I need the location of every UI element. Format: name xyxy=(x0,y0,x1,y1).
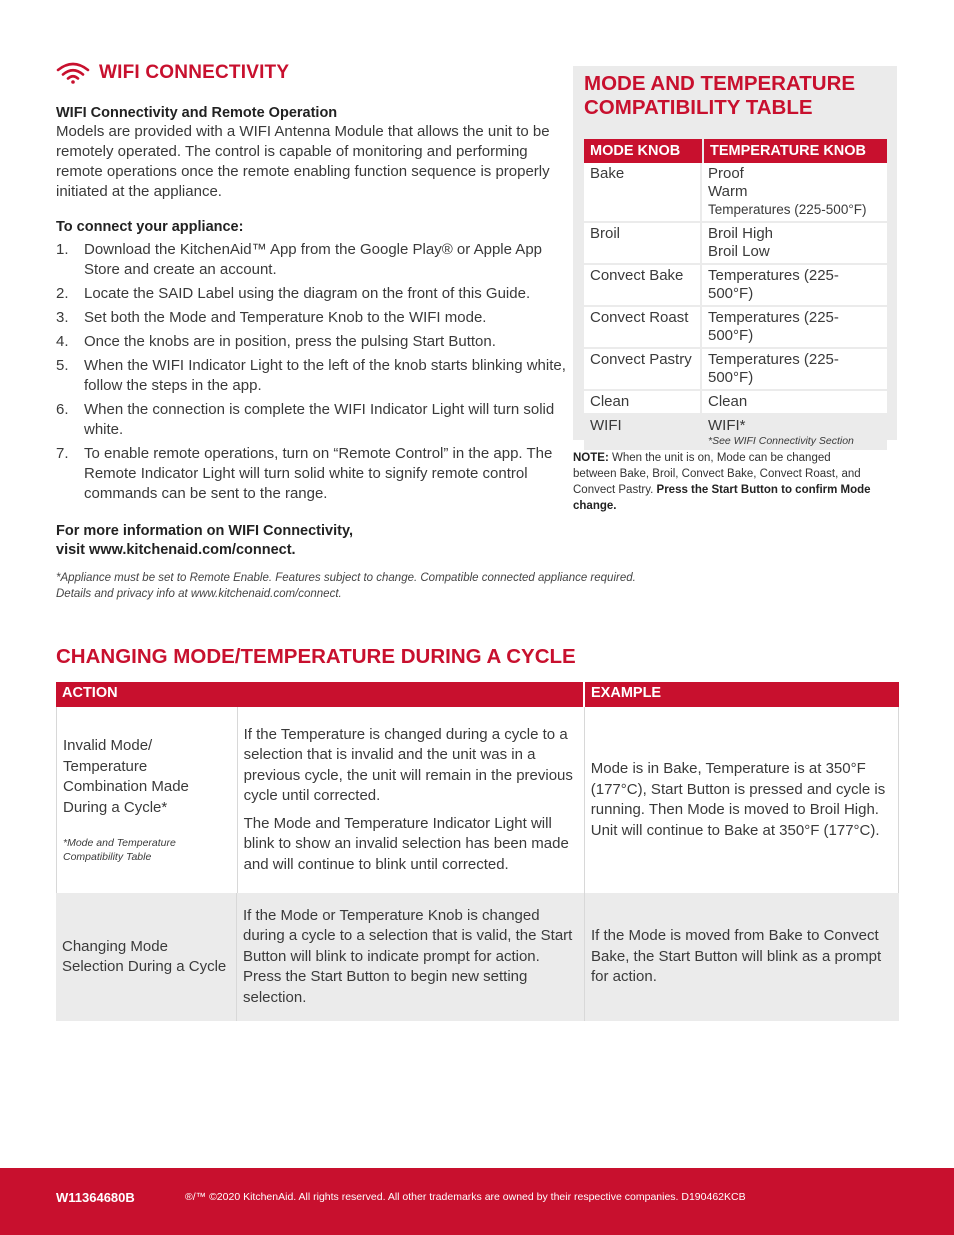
step-text: To enable remote operations, turn on “Remote Control” in the app. The Remote Indicator Light will turn solid white to signify remote control commands can be sent to the range. xyxy=(84,445,553,502)
document-number: W11364680B xyxy=(56,1190,135,1205)
temp-option: Proof xyxy=(708,165,744,182)
col-temperature-knob: TEMPERATURE KNOB xyxy=(702,139,887,163)
col-mode-knob: MODE KNOB xyxy=(584,139,702,163)
example-cell: Mode is in Bake, Temperature is at 350°F (177°C), Start Button is pressed and cycle is running. Then Mode is moved to Broil High. Unit will continue to Bake at 350°F (177°C). xyxy=(584,707,898,893)
step-text: Locate the SAID Label using the diagram on the front of this Guide. xyxy=(84,285,531,302)
action-cell xyxy=(57,707,237,893)
wifi-section-header xyxy=(56,60,566,86)
example-cell: If the Mode is moved from Bake to Convect Bake, the Start Button will blink as a prompt for action. xyxy=(584,893,899,1021)
col-example: EXAMPLE xyxy=(585,682,899,707)
wifi-section-title: WIFI CONNECTIVITY xyxy=(99,62,290,83)
table-header-row xyxy=(584,139,887,163)
mode-table-title xyxy=(584,72,886,120)
mode-title-line1: MODE AND TEMPERATURE xyxy=(584,72,856,95)
note-label: NOTE: xyxy=(573,452,609,464)
col-action: ACTION xyxy=(56,682,583,707)
temp-option: WIFI* xyxy=(708,417,746,434)
wifi-note: *See WIFI Connectivity Section xyxy=(708,435,854,447)
mode-cell: Convect Roast xyxy=(584,307,702,349)
action-text: Invalid Mode/ Temperature Combination Made During a Cycle* xyxy=(63,737,189,816)
footnote-line2: Details and privacy info at www.kitchenaid.com/connect. xyxy=(56,588,342,600)
step-item xyxy=(56,308,566,328)
table-row xyxy=(584,163,887,223)
temp-cell: Temperatures (225-500°F) xyxy=(702,349,887,391)
mode-cell: Clean xyxy=(584,391,702,415)
temp-cell: Temperatures (225-500°F) xyxy=(702,265,887,307)
action-note: *Mode and Temperature Compatibility Table xyxy=(63,837,176,863)
mode-cell: Bake xyxy=(584,163,702,223)
step-number: 4. xyxy=(56,333,69,350)
mode-cell: Convect Pastry xyxy=(584,349,702,391)
step-number: 3. xyxy=(56,309,69,326)
mode-title-line2: COMPATIBILITY TABLE xyxy=(584,96,813,119)
table-row xyxy=(584,265,887,307)
step-number: 7. xyxy=(56,445,69,462)
wifi-icon xyxy=(56,62,90,84)
wifi-subheading: WIFI Connectivity and Remote Operation xyxy=(56,105,338,121)
mode-compatibility-table xyxy=(584,139,887,450)
table-row xyxy=(584,415,887,450)
action-cell: Changing Mode Selection During a Cycle xyxy=(62,937,227,975)
step-number: 6. xyxy=(56,401,69,418)
more-info-line1: For more information on WIFI Connectivity, xyxy=(56,523,353,539)
more-info-link[interactable]: visit www.kitchenaid.com/connect. xyxy=(56,541,296,558)
table-row xyxy=(56,707,899,893)
step-item xyxy=(56,240,566,280)
description-cell: If the Mode or Temperature Knob is changed during a cycle to a selection that is valid, the Start Button will blink to indicate prompt for action. Press the Start Button to begin new setting selection. xyxy=(236,893,584,1021)
description-cell xyxy=(237,707,584,893)
temp-cell xyxy=(702,415,887,450)
remote-footnote xyxy=(56,570,776,602)
temp-option: Broil Low xyxy=(708,243,770,260)
temp-cell: Temperatures (225-500°F) xyxy=(702,307,887,349)
more-info xyxy=(56,522,566,559)
changing-mode-table xyxy=(56,682,899,1021)
wifi-section xyxy=(56,60,566,559)
temp-option: Broil High xyxy=(708,225,774,242)
step-text: Once the knobs are in position, press the pulsing Start Button. xyxy=(84,333,496,350)
changing-section-title: CHANGING MODE/TEMPERATURE DURING A CYCLE xyxy=(56,645,576,668)
table-row xyxy=(584,307,887,349)
table-row xyxy=(584,391,887,415)
step-item xyxy=(56,400,566,440)
footnote-line1: *Appliance must be set to Remote Enable. Features subject to change. Compatible connected appliance required. xyxy=(56,572,636,584)
copyright-text: ®/™ ©2020 KitchenAid. All rights reserved. All other trademarks are owned by their respective companies. D190462KCB xyxy=(185,1191,746,1203)
step-item xyxy=(56,356,566,396)
page-footer xyxy=(0,1168,954,1235)
temp-option: Temperatures (225-500°F) xyxy=(708,202,867,217)
mode-cell: Convect Bake xyxy=(584,265,702,307)
step-item xyxy=(56,444,566,504)
step-text: Set both the Mode and Temperature Knob to the WIFI mode. xyxy=(84,309,487,326)
wifi-intro: Models are provided with a WIFI Antenna Module that allows the unit to be remotely operated. The control is capable of monitoring and performing remote operations once the remote enabling function sequence is properly initiated at the appliance. xyxy=(56,123,550,200)
step-number: 1. xyxy=(56,241,69,258)
temp-option: Warm xyxy=(708,183,748,200)
step-number: 5. xyxy=(56,357,69,374)
description-text: If the Temperature is changed during a cycle to a selection that is invalid and the unit was in a previous cycle, the unit will remain in the previous cycle until corrected. xyxy=(243,725,573,805)
note-text: When the unit is on, Mode can be changed between Bake, Broil, Convect Bake, Convect Roast, and Convect Pastry. xyxy=(573,452,861,496)
step-number: 2. xyxy=(56,285,69,302)
mode-compatibility-panel xyxy=(573,66,897,447)
connect-steps xyxy=(56,240,566,504)
step-text: When the WIFI Indicator Light to the left of the knob starts blinking white, follow the steps in the app. xyxy=(84,357,566,394)
description-text: The Mode and Temperature Indicator Light will blink to show an invalid selection has been made and will continue to blink until corrected. xyxy=(243,814,569,873)
table-row xyxy=(584,349,887,391)
temp-cell: Clean xyxy=(702,391,887,415)
table-header-row xyxy=(56,682,899,707)
temp-cell xyxy=(702,163,887,223)
step-item xyxy=(56,332,566,352)
mode-cell: WIFI xyxy=(584,415,702,450)
table-row xyxy=(584,223,887,265)
mode-change-note xyxy=(573,450,873,514)
temp-cell xyxy=(702,223,887,265)
step-text: When the connection is complete the WIFI Indicator Light will turn solid white. xyxy=(84,401,555,438)
step-item xyxy=(56,284,566,304)
mode-cell: Broil xyxy=(584,223,702,265)
table-row xyxy=(56,893,899,1021)
connect-heading: To connect your appliance: xyxy=(56,219,244,235)
note-bold-text: Press the Start Button to confirm Mode change. xyxy=(573,484,871,512)
step-text: Download the KitchenAid™ App from the Google Play® or Apple App Store and create an account. xyxy=(84,241,542,278)
